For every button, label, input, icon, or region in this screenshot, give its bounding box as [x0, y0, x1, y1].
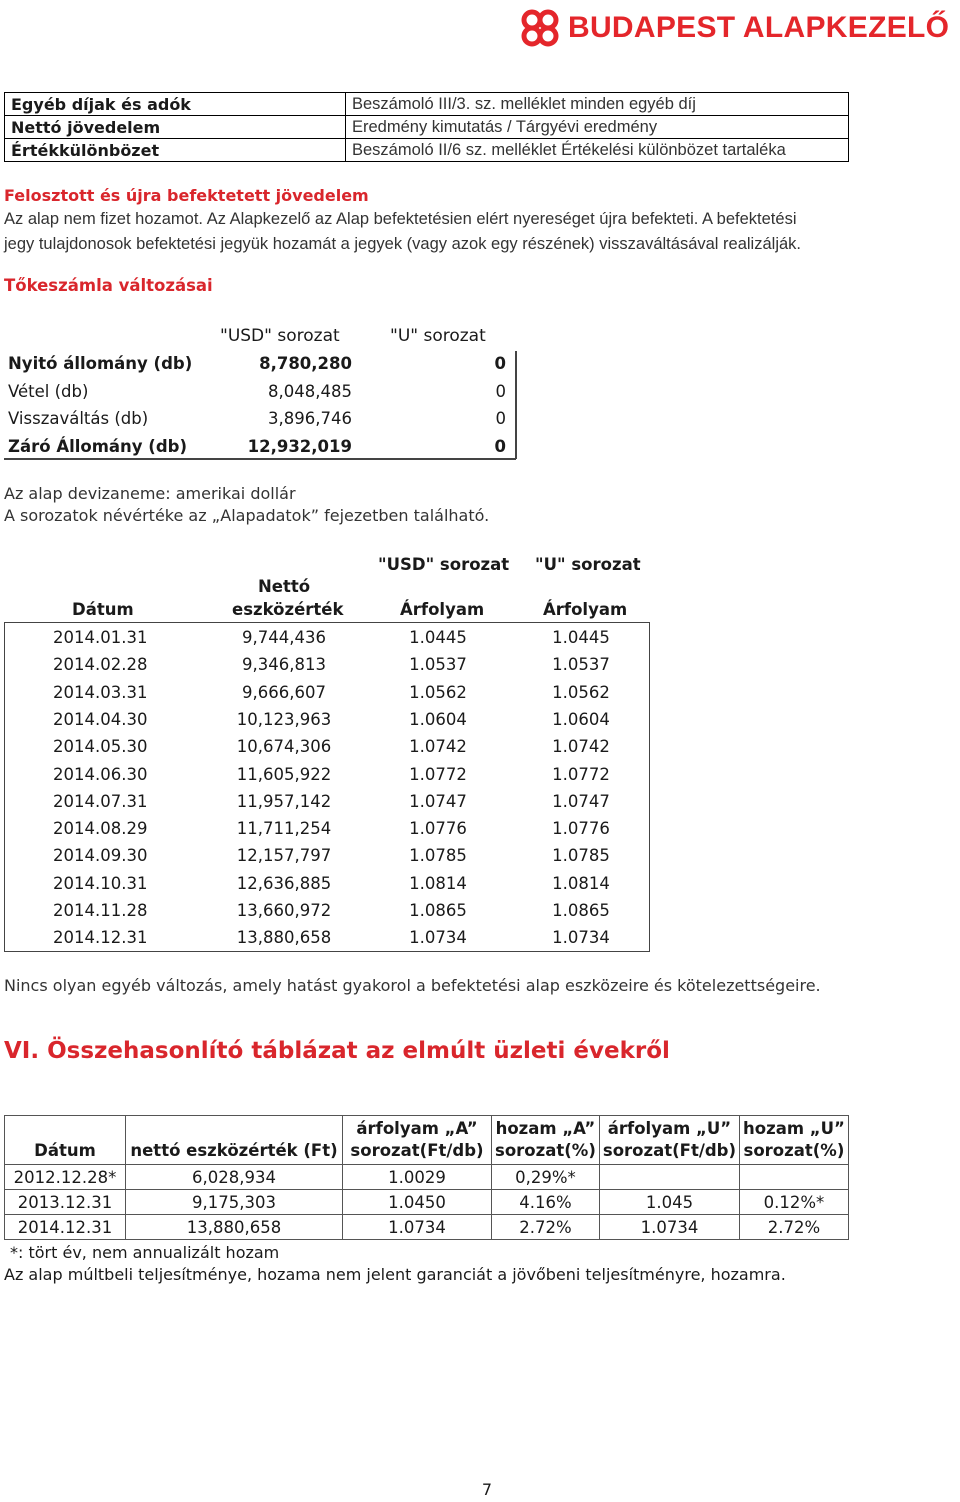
nav-arfolyam-usd: 1.0785 [409, 846, 467, 866]
cost-definition-table [4, 92, 849, 162]
table-row [5, 116, 849, 139]
tk-col-usd: "USD" sorozat [220, 326, 340, 346]
page-number: 7 [481, 1480, 493, 1499]
nav-arfolyam-usd: 1.0772 [409, 764, 467, 784]
nav-netto: 9,744,436 [242, 628, 326, 647]
nav-netto: 9,346,813 [242, 655, 326, 675]
cell: 1.045 [599, 1190, 739, 1215]
nav-date: 2014.08.29 [53, 819, 148, 839]
tk-u: 0 [494, 354, 506, 373]
tokeszamla-title: Tőkeszámla változásai [4, 276, 213, 295]
tokeszamla-table [4, 351, 514, 461]
table-row [5, 1215, 849, 1240]
cell: 0.12%* [740, 1190, 849, 1215]
felosztott-line-1: Az alap nem fizet hozamot. Az Alapkezelő az Alap befektetésien elért nyereséget újra befekteti. A befektetési [4, 210, 797, 228]
cell: 0,29%* [492, 1165, 600, 1190]
nav-netto: 11,711,254 [236, 819, 332, 839]
header-arfolyam-u: árfolyam „U” sorozat(Ft/db) [599, 1116, 739, 1165]
nav-header-usd: "USD" sorozat [378, 555, 510, 574]
cell: 2014.12.31 [5, 1215, 126, 1240]
table-row [4, 434, 514, 462]
nav-arfolyam-usd: 1.0776 [409, 819, 467, 839]
tk-usd: 12,932,019 [247, 436, 352, 456]
header-arfolyam-a: árfolyam „A” sorozat(Ft/db) [343, 1116, 492, 1165]
nav-arfolyam-usd: 1.0747 [409, 791, 467, 811]
cell: 1.0734 [343, 1215, 492, 1240]
nav-arfolyam-usd: 1.0445 [409, 628, 467, 647]
nav-netto: 12,157,797 [236, 846, 332, 866]
table-row [5, 788, 649, 815]
nav-arfolyam-u: 1.0865 [552, 901, 610, 920]
tk-u: 0 [495, 409, 506, 428]
nav-header-arfolyam-usd: Árfolyam [400, 600, 485, 619]
table-row [5, 706, 649, 733]
row-key: Értékkülönbözet [5, 139, 346, 162]
nav-header-arfolyam-u: Árfolyam [543, 600, 628, 619]
cell: 2013.12.31 [5, 1190, 126, 1215]
nav-header-netto-1: Nettó [258, 577, 311, 596]
table-row [5, 679, 649, 706]
budapest-logo-icon [520, 8, 560, 48]
cell: 13,880,658 [126, 1215, 343, 1240]
table-row [5, 842, 649, 869]
comparison-table [4, 1115, 849, 1240]
felosztott-line-2: jegy tulajdonosok befektetési jegyük hozamát a jegyek (vagy azok egy részének) visszaváltásával realizálják. [4, 235, 801, 253]
tk-u: 0 [495, 381, 506, 401]
header-datum: Dátum [5, 1116, 126, 1165]
nav-arfolyam-usd: 1.0537 [409, 655, 467, 675]
nav-netto: 9,666,607 [242, 682, 326, 702]
header-netto: nettó eszközérték (Ft) [126, 1116, 343, 1165]
nincs-text: Nincs olyan egyéb változás, amely hatást gyakorol a befektetési alap eszközeire és kötelezettségeire. [4, 976, 821, 995]
tk-usd: 3,896,746 [268, 409, 352, 428]
cell: 4.16% [492, 1190, 600, 1215]
table-row [5, 815, 649, 842]
nav-arfolyam-u: 1.0776 [552, 819, 610, 839]
cell: 2012.12.28* [5, 1165, 126, 1190]
nav-netto: 13,660,972 [236, 901, 332, 920]
row-value: Eredmény kimutatás / Tárgyévi eredmény [346, 116, 849, 139]
table-row [4, 351, 514, 379]
nav-date: 2014.05.30 [53, 737, 148, 757]
nav-arfolyam-usd: 1.0734 [409, 928, 467, 948]
table-row [5, 624, 649, 651]
nav-arfolyam-u: 1.0537 [552, 655, 610, 675]
tk-label: Visszaváltás (db) [8, 409, 149, 428]
nav-netto: 13,880,658 [236, 928, 332, 948]
nav-date: 2014.12.31 [53, 928, 148, 948]
nav-date: 2014.04.30 [53, 709, 148, 729]
table-row [5, 761, 649, 788]
tk-label: Vétel (db) [8, 381, 89, 401]
table-row [5, 139, 849, 162]
nav-netto: 11,957,142 [236, 791, 332, 811]
nav-arfolyam-u: 1.0747 [552, 791, 610, 811]
nav-arfolyam-usd: 1.0562 [409, 682, 467, 702]
table-header-row [5, 1116, 849, 1165]
row-key: Nettó jövedelem [5, 116, 346, 139]
nav-arfolyam-u: 1.0562 [552, 682, 610, 702]
nav-arfolyam-u: 1.0734 [552, 928, 610, 948]
row-key: Egyéb díjak és adók [5, 93, 346, 116]
tk-label: Nyitó állomány (db) [8, 354, 193, 373]
cell: 2.72% [740, 1215, 849, 1240]
table-row [5, 1165, 849, 1190]
nav-date: 2014.09.30 [53, 846, 148, 866]
table-row [5, 1190, 849, 1215]
nav-arfolyam-u: 1.0604 [552, 709, 610, 729]
nav-arfolyam-u: 1.0785 [552, 846, 610, 866]
nav-netto: 11,605,922 [236, 764, 332, 784]
nav-table [4, 622, 650, 952]
tk-label: Záró Állomány (db) [8, 436, 188, 456]
nav-header-u: "U" sorozat [535, 555, 641, 574]
logo-text: BUDAPEST ALAPKEZELŐ [568, 11, 950, 44]
disclaimer: Az alap múltbeli teljesítménye, hozama nem jelent garanciát a jövőbeni teljesítményre, hozamra. [4, 1265, 786, 1284]
nav-date: 2014.07.31 [53, 791, 148, 811]
row-value: Beszámoló III/3. sz. melléklet minden egyéb díj [346, 93, 849, 116]
tk-u: 0 [494, 436, 506, 456]
nav-arfolyam-usd: 1.0814 [409, 873, 467, 893]
nav-date: 2014.03.31 [53, 682, 148, 702]
nav-netto: 10,674,306 [236, 737, 332, 757]
table-row [4, 406, 514, 434]
nav-arfolyam-u: 1.0814 [552, 873, 610, 893]
nevertek: A sorozatok névértéke az „Alapadatok” fejezetben található. [4, 506, 490, 525]
footnote: *: tört év, nem annualizált hozam [10, 1243, 280, 1262]
nav-date: 2014.02.28 [53, 655, 148, 675]
cell: 9,175,303 [126, 1190, 343, 1215]
cell [599, 1165, 739, 1190]
felosztott-title: Felosztott és újra befektetett jövedelem [4, 186, 369, 205]
nav-date: 2014.10.31 [53, 873, 148, 893]
header-hozam-a: hozam „A” sorozat(%) [492, 1116, 600, 1165]
nav-date: 2014.06.30 [53, 764, 148, 784]
nav-arfolyam-u: 1.0772 [552, 764, 610, 784]
tk-usd: 8,048,485 [268, 381, 352, 401]
devizanem: Az alap devizaneme: amerikai dollár [4, 484, 296, 503]
cell: 1.0029 [343, 1165, 492, 1190]
table-row [5, 93, 849, 116]
row-value: Beszámoló II/6 sz. melléklet Értékelési különbözet tartaléka [346, 139, 849, 162]
nav-header-netto-2: eszközérték [232, 600, 344, 619]
nav-arfolyam-u: 1.0445 [552, 628, 610, 647]
nav-arfolyam-usd: 1.0865 [409, 901, 467, 920]
table-row [5, 870, 649, 897]
section-vi-title: VI. Összehasonlító táblázat az elmúlt üzleti évekről [4, 1038, 670, 1064]
tk-usd: 8,780,280 [259, 354, 352, 373]
nav-netto: 10,123,963 [236, 709, 332, 729]
table-row [5, 897, 649, 924]
table-row [5, 733, 649, 760]
cell: 2.72% [492, 1215, 600, 1240]
nav-arfolyam-usd: 1.0604 [409, 709, 467, 729]
tk-col-u: "U" sorozat [390, 326, 486, 346]
cell: 1.0450 [343, 1190, 492, 1215]
cell: 6,028,934 [126, 1165, 343, 1190]
table-row [5, 924, 649, 951]
nav-netto: 12,636,885 [236, 873, 332, 893]
nav-date: 2014.01.31 [53, 628, 148, 647]
nav-arfolyam-usd: 1.0742 [409, 737, 467, 757]
nav-date: 2014.11.28 [53, 901, 148, 920]
header-hozam-u: hozam „U” sorozat(%) [740, 1116, 849, 1165]
nav-arfolyam-u: 1.0742 [552, 737, 610, 757]
tk-frame-right [515, 351, 517, 459]
cell: 1.0734 [599, 1215, 739, 1240]
table-row [4, 379, 514, 407]
table-row [5, 651, 649, 678]
cell [740, 1165, 849, 1190]
nav-header-datum: Dátum [72, 600, 134, 619]
logo [520, 6, 949, 50]
